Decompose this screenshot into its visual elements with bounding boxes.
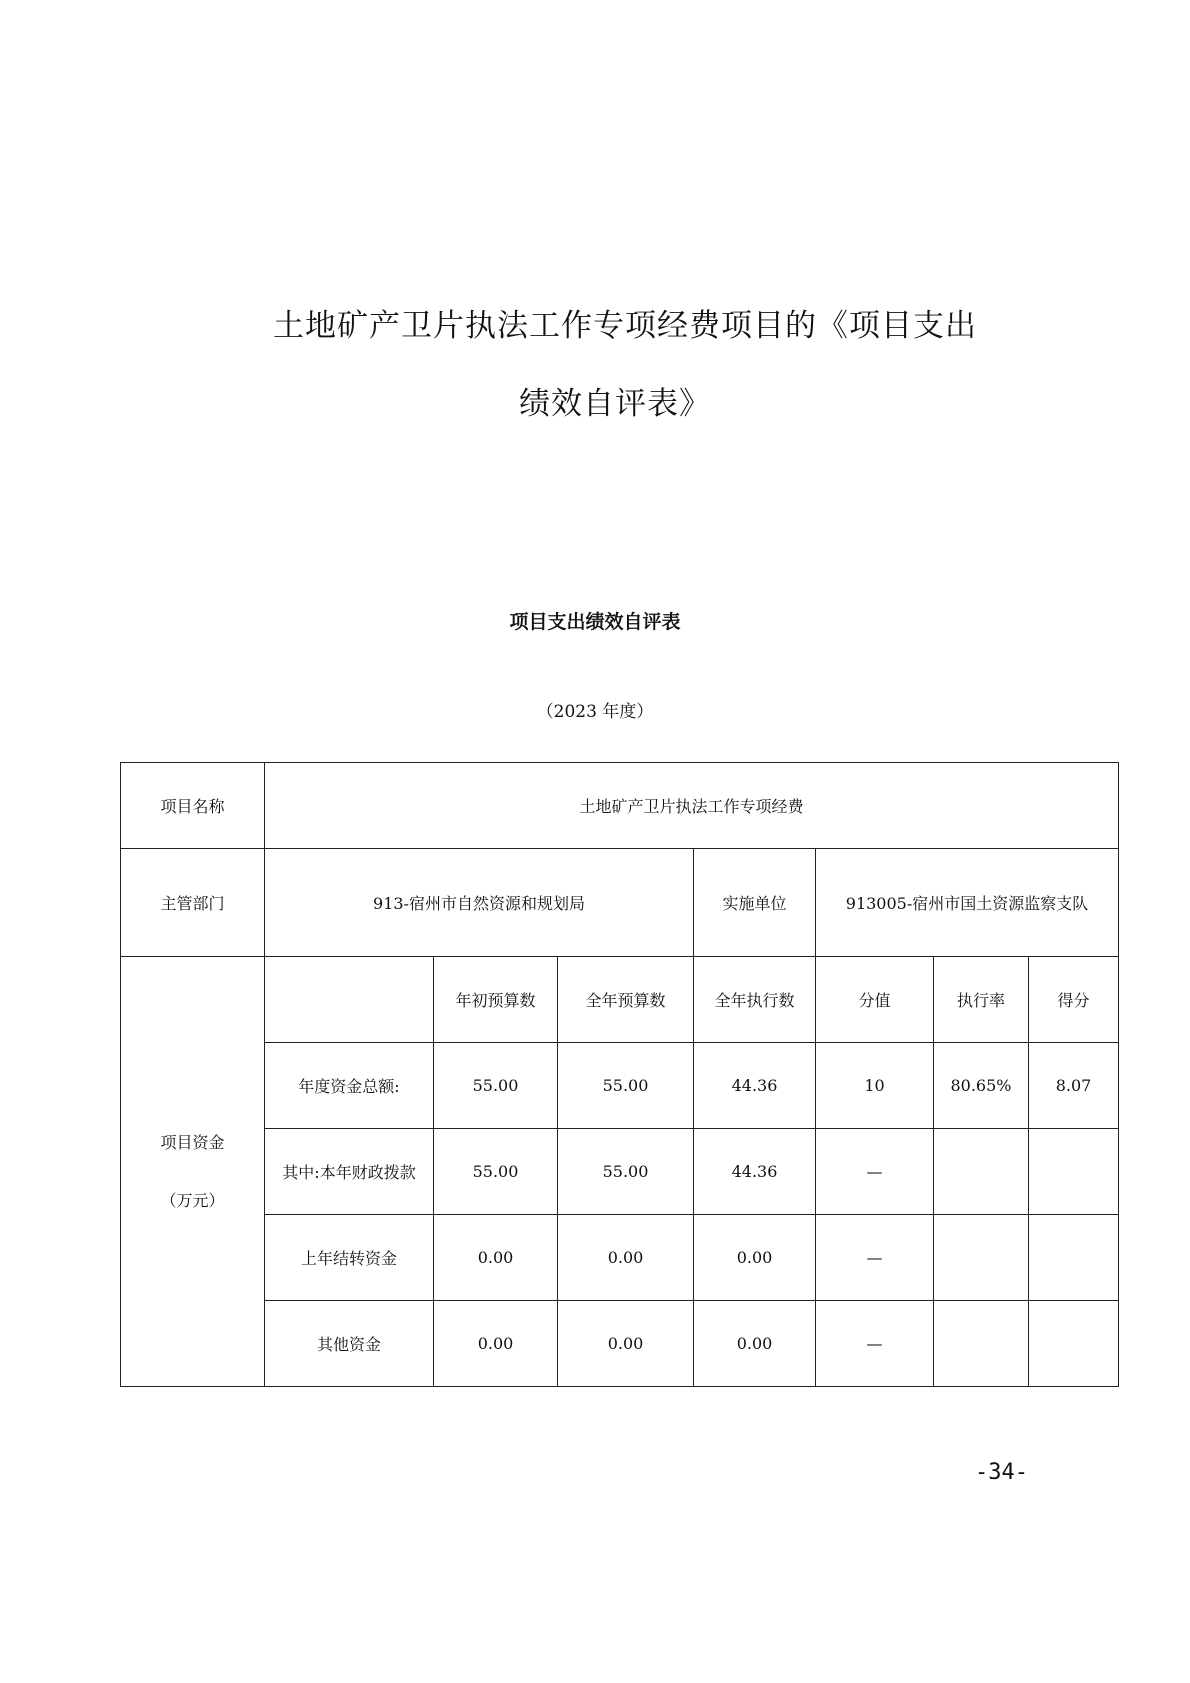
cell-rate [934, 1301, 1029, 1387]
project-name-value: 土地矿产卫片执法工作专项经费 [265, 763, 1119, 849]
table-row [121, 849, 1119, 957]
header-annual-budget: 全年预算数 [558, 957, 694, 1043]
table-header-row [121, 957, 1119, 1043]
fund-label-cell [121, 957, 265, 1387]
cell-initial: 55.00 [434, 1129, 558, 1215]
cell-initial: 0.00 [434, 1215, 558, 1301]
fiscal-year: （2023 年度） [536, 702, 654, 722]
cell-executed: 0.00 [694, 1215, 816, 1301]
cell-rate: 80.65% [934, 1043, 1029, 1129]
cell-rate [934, 1215, 1029, 1301]
table-row [121, 763, 1119, 849]
cell-initial: 55.00 [434, 1043, 558, 1129]
cell-annual: 0.00 [558, 1301, 694, 1387]
table-row [121, 1043, 1119, 1129]
header-initial-budget: 年初预算数 [434, 957, 558, 1043]
header-score: 得分 [1029, 957, 1119, 1043]
unit-value: 913005-宿州市国土资源监察支队 [816, 849, 1119, 957]
performance-table [120, 762, 1119, 1387]
cell-initial: 0.00 [434, 1301, 558, 1387]
unit-label: 实施单位 [694, 849, 816, 957]
cell-score [1029, 1129, 1119, 1215]
project-name-label: 项目名称 [121, 763, 265, 849]
row-label: 上年结转资金 [265, 1215, 434, 1301]
table-row [121, 1215, 1119, 1301]
dept-value: 913-宿州市自然资源和规划局 [265, 849, 694, 957]
dept-label: 主管部门 [121, 849, 265, 957]
document-title-line-2: 绩效自评表》 [519, 386, 711, 422]
document-title-line-1: 土地矿产卫片执法工作专项经费项目的《项目支出 [273, 308, 977, 344]
row-label: 其他资金 [265, 1301, 434, 1387]
row-label: 年度资金总额: [265, 1043, 434, 1129]
cell-score: 8.07 [1029, 1043, 1119, 1129]
cell-executed: 44.36 [694, 1129, 816, 1215]
cell-score [1029, 1215, 1119, 1301]
header-blank [265, 957, 434, 1043]
fund-unit: （万元） [160, 1190, 225, 1210]
header-score-value: 分值 [816, 957, 934, 1043]
cell-score-value: — [816, 1215, 934, 1301]
cell-executed: 0.00 [694, 1301, 816, 1387]
cell-annual: 0.00 [558, 1215, 694, 1301]
cell-score [1029, 1301, 1119, 1387]
cell-annual: 55.00 [558, 1129, 694, 1215]
header-executed: 全年执行数 [694, 957, 816, 1043]
cell-score-value: 10 [816, 1043, 934, 1129]
table-row [121, 1301, 1119, 1387]
row-label: 其中:本年财政拨款 [265, 1129, 434, 1215]
cell-rate [934, 1129, 1029, 1215]
cell-annual: 55.00 [558, 1043, 694, 1129]
cell-executed: 44.36 [694, 1043, 816, 1129]
header-rate: 执行率 [934, 957, 1029, 1043]
table-title: 项目支出绩效自评表 [509, 611, 681, 633]
page-number: -34- [975, 1460, 1028, 1485]
fund-label: 项目资金 [160, 1132, 225, 1152]
cell-score-value: — [816, 1129, 934, 1215]
cell-score-value: — [816, 1301, 934, 1387]
table-row [121, 1129, 1119, 1215]
